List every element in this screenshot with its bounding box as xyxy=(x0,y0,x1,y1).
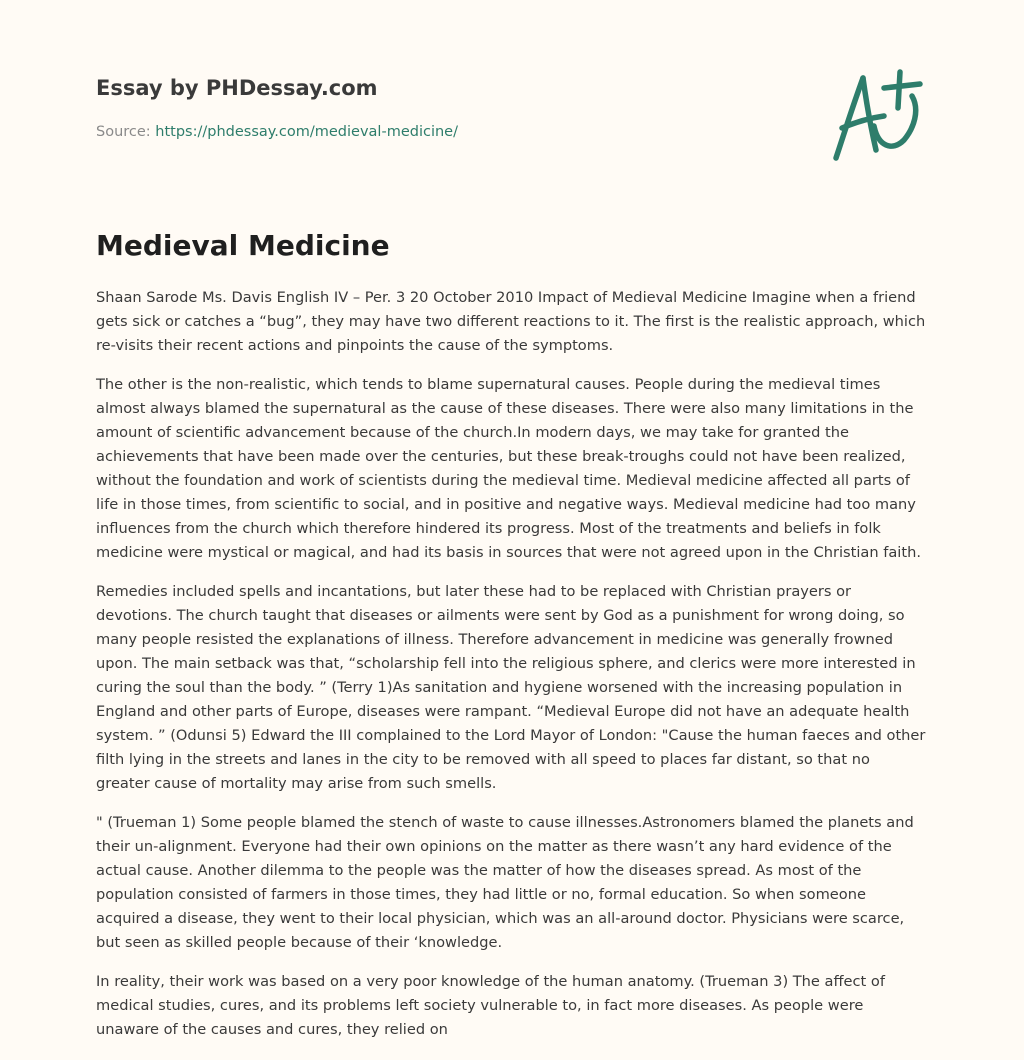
essay-paragraph: In reality, their work was based on a very poor knowledge of the human anatomy. (Trueman 3) The affect of medical studies, cures, and its problems left society vulnerable to, in fact more diseases. As people were unaware of the causes and cures, they relied on xyxy=(96,973,885,1038)
essay-paragraph: The other is the non-realistic, which tends to blame supernatural causes. People during the medieval times almost always blamed the supernatural as the cause of these diseases. There were also many limitations in the amount of scientific advancement because of the church.In modern days, we may take for granted the achievements that have been made over the centuries, but these break-troughs could not have been realized, without the foundation and work of scientists during the medieval time. Medieval medicine affected all parts of life in those times, from scientific to social, and in positive and negative ways. Medieval medicine had too many influences from the church which therefore hindered its progress. Most of the treatments and beliefs in folk medicine were mystical or magical, and had its basis in sources that were not agreed upon in the Christian faith. xyxy=(96,376,921,561)
brand-title: Essay by PHDessay.com xyxy=(96,76,378,100)
source-line xyxy=(96,124,458,140)
source-link[interactable]: https://phdessay.com/medieval-medicine/ xyxy=(155,124,458,140)
essay-body xyxy=(96,286,928,1042)
essay-paragraph: " (Trueman 1) Some people blamed the stench of waste to cause illnesses.Astronomers blamed the planets and their un-alignment. Everyone had their own opinions on the matter as there wasn’t any hard evidence of the actual cause. Another dilemma to the people was the matter of how the diseases spread. As most of the population consisted of farmers in those times, they had little or no, formal education. So when someone acquired a disease, they went to their local physician, which was an all-around doctor. Physicians were scarce, but seen as skilled people because of their ‘knowledge. xyxy=(96,814,914,951)
essay-paragraph: Shaan Sarode Ms. Davis English IV – Per. 3 20 October 2010 Impact of Medieval Medicine Imagine when a friend gets sick or catches a “bug”, they may have two different reactions to it. The first is the realistic approach, which re-visits their recent actions and pinpoints the cause of the symptoms. xyxy=(96,289,926,354)
page-header xyxy=(96,0,928,200)
essay-paragraph: Remedies included spells and incantations, but later these had to be replaced with Christian prayers or devotions. The church taught that diseases or ailments were sent by God as a punishment for wrong doing, so many people resisted the explanations of illness. Therefore advancement in medicine was generally frowned upon. The main setback was that, “scholarship fell into the religious sphere, and clerics were more interested in curing the soul than the body. ” (Terry 1)As sanitation and hygiene worsened with the increasing population in England and other parts of Europe, diseases were rampant. “Medieval Europe did not have an adequate health system. ” (Odunsi 5) Edward the III complained to the Lord Mayor of London: "Cause the human faeces and other filth lying in the streets and lanes in the city to be removed with all speed to places far distant, so that no greater cause of mortality may arise from such smells. xyxy=(96,583,926,792)
essay-title: Medieval Medicine xyxy=(96,229,390,262)
source-label: Source: xyxy=(96,124,156,140)
a-plus-logo-icon xyxy=(826,62,930,166)
